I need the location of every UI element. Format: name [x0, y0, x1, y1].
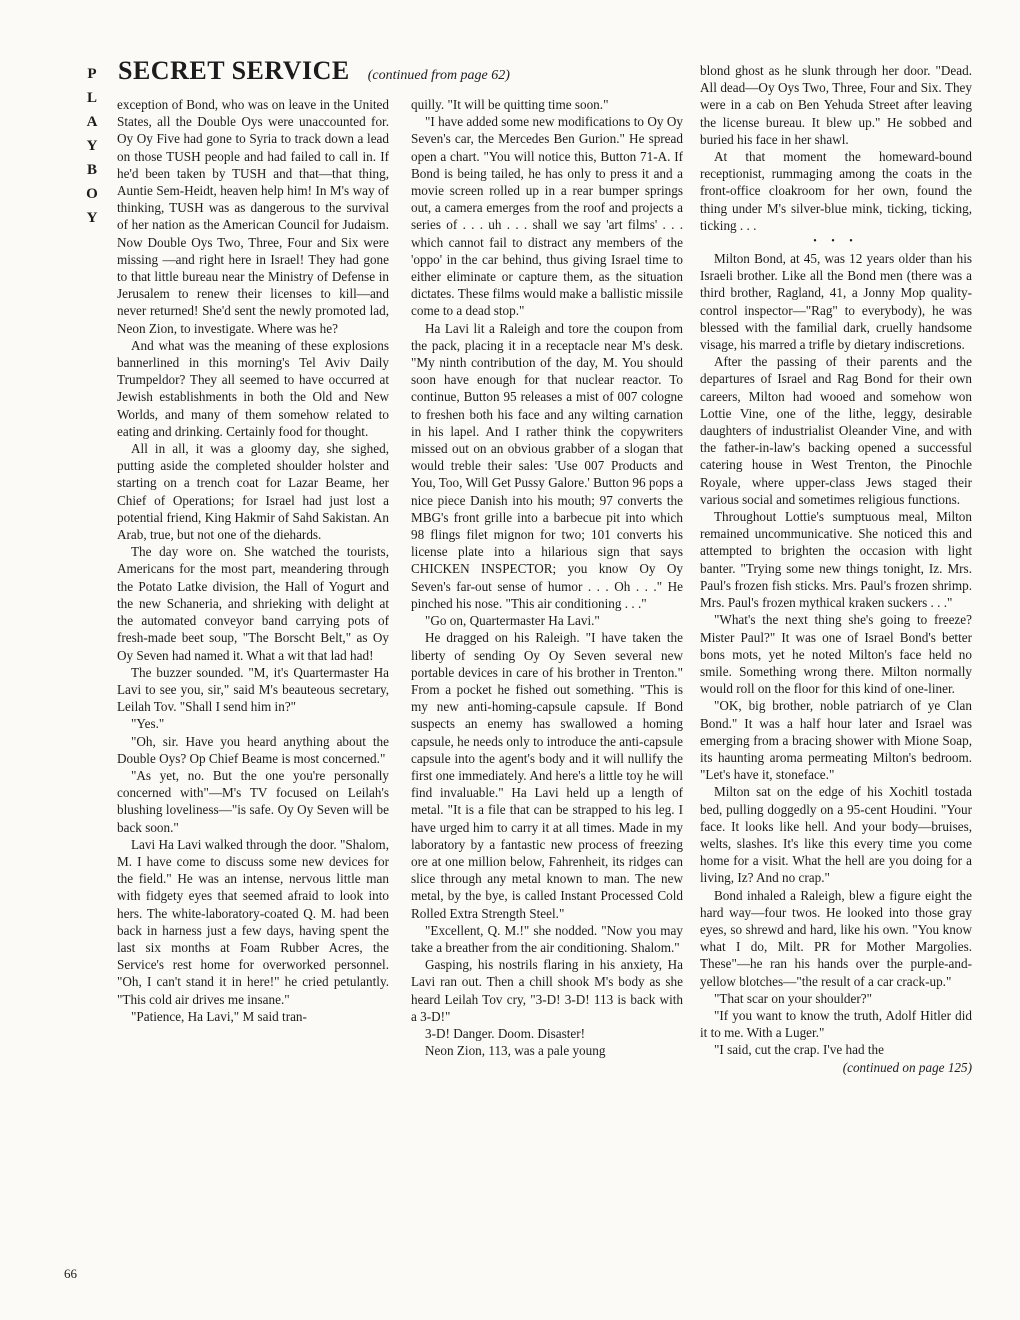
paragraph: "What's the next thing she's going to freeze? Mister Paul?" It was one of Israel Bond's better bons mots, yet he noted Milton's face held no smile. Something wrong there. Milton normally would roll on the floor for this kind of one-liner. — [700, 612, 972, 697]
paragraph: The buzzer sounded. "M, it's Quartermaster Ha Lavi to see you, sir," said M's beauteous secretary, Leilah Tov. "Shall I send him in?" — [117, 664, 389, 715]
paragraph: Ha Lavi lit a Raleigh and tore the coupon from the pack, placing it in a receptacle near M's desk. "My ninth contribution of the day, M. You should soon have enough for that nuclear reactor. To continue, Button 95 releases a mist of 007 cologne to freshen both his face and any wilting carnation in his lapel. And I rather think the copywriters missed out on an obvious grabber of a slogan that would treble their sales: 'Use 007 Products and You, Too, Will Get Pussy Galore.' Button 96 pops a nice piece Danish into his mouth; 97 converts the MBG's front grille into a barbecue pit into which 98 flings filet mignon for two; 101 converts his license plate into a hilarious sign that says CHICKEN INSPECTOR; you know Oy Oy Seven's far-out sense of humor . . . Oh . . ." He pinched his nose. "This air conditioning . . ." — [411, 320, 683, 611]
magazine-letter: O — [86, 186, 98, 202]
paragraph: "Go on, Quartermaster Ha Lavi." — [425, 613, 600, 629]
text-column-2 — [411, 96, 683, 1286]
paragraph: "OK, big brother, noble patriarch of ye Clan Bond." It was a half hour later and Israel was emerging from a bracing shower with Mione Soap, its haunting aroma permeating Milton's bedroom. "Let's have it, stoneface." — [700, 698, 972, 783]
continued-from-note: (continued from page 62) — [367, 68, 510, 83]
paragraph: "Excellent, Q. M.!" she nodded. "Now you may take a breather from the air conditioning. Shalom." — [411, 922, 683, 955]
paragraph: 3-D! Danger. Doom. Disaster! — [425, 1025, 586, 1041]
paragraph: Lavi Ha Lavi walked through the door. "Shalom, M. I have come to discuss some new devices for the field." He was an intense, nervous little man with fidgety eyes that seemed afraid to look into hers. The white-laboratory-coated Q. M. had been back in harness just a few days, having spent the last six months at Foam Rubber Acres, the Service's rest home for overworked personnel. "Oh, I can't stand it in here!" he cried petulantly. "This cold air drives me insane." — [117, 836, 389, 1007]
paragraph: All in all, it was a gloomy day, she sighed, putting aside the completed shoulder holster and starting on a trench coat for Lazar Beame, her Chief of Operations; for Israel had just lost a potential friend, King Hakmir of Sahd Sakistan. An Arab, true, but not one of the diehards. — [117, 441, 389, 543]
continued-on-note: (continued on page 125) — [842, 1059, 972, 1075]
page-number: 66 — [64, 1266, 77, 1281]
paragraph: Gasping, his nostrils flaring in his anxiety, Ha Lavi ran out. Then a chill shook M's body as she heard Leilah Tov cry, "3-D! 3-D! 113 is back with a 3-D!" — [411, 957, 683, 1024]
paragraph: "I have added some new modifications to Oy Oy Seven's car, the Mercedes Ben Gurion." He spread open a chart. "You will notice this, Button 71-A. If Bond is being tailed, he has only to press it and a movie screen rolled up in a rear bumper springs out, a camera emerges from the roof and projects a series of . . . uh . . . shall we say 'art films' . . . which cannot fail to distract any members of the 'oppo' in the car behind, thus giving Israel time to either eliminate or capture them, as the situation dictates. These films would make a ballistic missile come to a dead stop." — [411, 114, 683, 319]
magazine-letter: B — [86, 162, 97, 178]
magazine-letter: L — [86, 90, 97, 106]
paragraph: blond ghost as he slunk through her door. "Dead. All dead—Oy Oys Two, Three, Four and Six. They were in a cab on Ben Yehuda Street after leaving the license bureau. It blew up." He sobbed and buried his face in her shawl. — [700, 63, 972, 147]
paragraph: He dragged on his Raleigh. "I have taken the liberty of sending Oy Oy Seven several new portable devices in care of his brother in Trenton." From a pocket he fished out something. "This is my new anti-homing-capsule capsule. If Bond suspects an enemy has swallowed a homing capsule, he needs only to introduce the anti-capsule capsule into the agent's body and it will nullify the first one immediately. And here's a little toy he will find invaluable." Ha Lavi held up a length of metal. "It is a file that can be strapped to his leg. I have urged him to carry it at all times. Made in my laboratory by a fantastic new process of freezing ore at one million below, Fahrenheit, its ridges can slice through any metal known to man. The new metal, by the bye, is called Instant Processed Cold Rolled Extra Strength Steel." — [411, 630, 683, 921]
paragraph: Throughout Lottie's sumptuous meal, Milton remained uncommunicative. She noticed this and attempted to brighten the occasion with light banter. "Trying some new things tonight, Iz. Mrs. Paul's frozen fish sticks. Mrs. Paul's frozen shrimp. Mrs. Paul's frozen mythical kraken suckers . . ." — [700, 509, 972, 611]
paragraph: After the passing of their parents and the departures of Israel and Rag Bond for their own careers, Milton had wooed and somehow won Lottie Vine, one of the lithe, leggy, desirable daughters of industrialist Oleander Vine, and with the father-in-law's backing opened a successful catering house in West Trenton, the Pinochle Royale, where upper-class Jews staged their various social and sometimes religious functions. — [700, 354, 972, 507]
text-column-3 — [700, 62, 972, 1286]
magazine-letter: A — [86, 114, 98, 130]
paragraph: Milton Bond, at 45, was 12 years older than his Israeli brother. Like all the Bond men (there was a third brother, Ragland, 41, a Jonny Mop quality-control inspector—"Rag" to everybody), he was blessed with the familial dark, cruelly handsome visage, his marred a trifle by dietary indiscretions. — [700, 251, 972, 353]
paragraph: At that moment the homeward-bound receptionist, rummaging among the coats in the front-office cloakroom for her own, found the thing under M's silver-blue mink, ticking, ticking, ticking . . . — [700, 149, 972, 233]
paragraph: "That scar on your shoulder?" — [714, 990, 872, 1006]
paragraph: The day wore on. She watched the tourists, Americans for the most part, meandering through the Potato Latke division, the Hall of Yogurt and the new Schaneria, and shrieking with delight at the automated conveyor band carrying pots of fresh-made beet soup, "The Borscht Belt," as Oy Oy Seven had named it. What a wit that lad had! — [117, 544, 389, 663]
text-column-1 — [117, 96, 389, 1286]
magazine-name-vertical — [80, 62, 104, 230]
paragraph: "Yes." — [131, 716, 165, 732]
paragraph: quilly. "It will be quitting time soon." — [411, 97, 609, 112]
paragraph: Bond inhaled a Raleigh, blew a figure eight the hard way—four twos. He looked into those gray eyes, so shrewd and hard, like his own. "You know what I do, Milt. PR for Mother Margolies. These"—he ran his hands over the purple-and-yellow blotches—"the result of a car crack-up." — [700, 887, 972, 989]
paragraph: exception of Bond, who was on leave in the United States, all the Double Oys were unaccounted for. Oy Oy Five had gone to Syria to track down a lead on those TUSH people and had failed to call in. If he'd been taken by TUSH and that—that thing, Auntie Sem-Heidt, heaven help him! In M's way of thinking, TUSH was as dangerous to the survival of her nation as the American Council for Judaism. Now Double Oys Two, Three, Four and Six were missing —and right here in Israel! They had gone to that little bureau near the Ministry of Defense in Jerusalem to renew their licenses to kill—and never returned! She'd sent the newly promoted lad, Neon Zion, to investigate. Where was he? — [117, 97, 389, 336]
paragraph: Neon Zion, 113, was a pale young — [425, 1043, 606, 1059]
paragraph: "I said, cut the crap. I've had the — [714, 1042, 884, 1058]
paragraph: "If you want to know the truth, Adolf Hitler did it to me. With a Luger." — [700, 1007, 972, 1041]
magazine-letter: Y — [86, 210, 98, 226]
paragraph: And what was the meaning of these explosions bannerlined in this morning's Tel Aviv Daily Trumpeldor? They all seemed to have occurred at Jewish establishments in both the Old and New Worlds, and many of them somehow related to eating and drinking. Certainly food for thought. — [117, 337, 389, 439]
paragraph: Milton sat on the edge of his Xochitl tostada bed, pulling doggedly on a 95-cent Houdini. "Your face. It looks like hell. And your body—bruises, welts, slashes. It's like this every time you come home for a visit. What the hell are you doing for a living, Iz? And no crap." — [700, 784, 972, 886]
headline — [118, 56, 510, 96]
magazine-letter: Y — [86, 138, 98, 154]
magazine-letter: P — [87, 66, 97, 82]
paragraph: "Oh, sir. Have you heard anything about the Double Oys? Op Chief Beame is most concerned." — [117, 733, 389, 766]
paragraph: "As yet, no. But the one you're personally concerned with"—M's TV focused on Leilah's blushing loveliness—"is safe. Oy Oy Seven will be back soon." — [117, 767, 389, 835]
article-title: SECRET SERVICE — [118, 56, 350, 85]
paragraph: "Patience, Ha Lavi," M said tran- — [131, 1008, 307, 1024]
section-break: • • • — [813, 236, 859, 248]
